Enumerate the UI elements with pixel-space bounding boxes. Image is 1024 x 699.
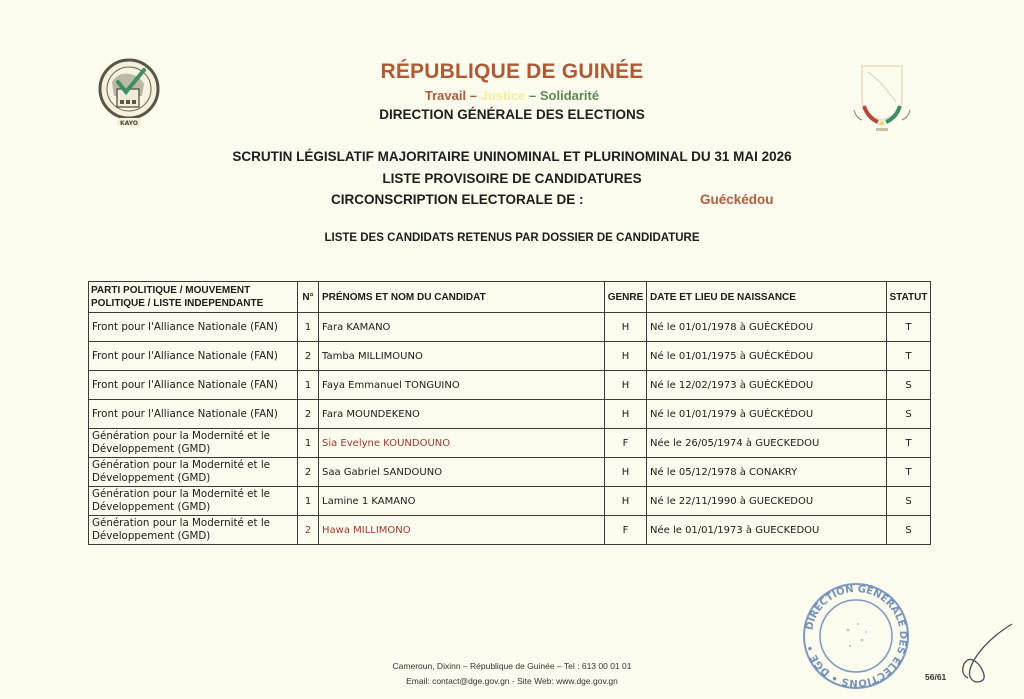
cell-genre: H xyxy=(605,400,647,429)
cell-party: Génération pour la Modernité et le Développement (GMD) xyxy=(89,458,298,487)
cell-genre: F xyxy=(605,429,647,458)
table-row xyxy=(89,342,931,371)
header-candidate-name: PRÉNOMS ET NOM DU CANDIDAT xyxy=(319,282,605,313)
table-row xyxy=(89,429,931,458)
table-row xyxy=(89,313,931,342)
cell-genre: H xyxy=(605,342,647,371)
cell-birth: Né le 12/02/1973 à GUÉCKÉDOU xyxy=(647,371,887,400)
cell-birth: Né le 22/11/1990 à GUECKEDOU xyxy=(647,487,887,516)
cell-party: Front pour l'Alliance Nationale (FAN) xyxy=(89,313,298,342)
footer-contact: Email: contact@dge.gov.gn - Site Web: www.dge.gov.gn xyxy=(406,676,618,686)
cell-party: Front pour l'Alliance Nationale (FAN) xyxy=(89,400,298,429)
cell-genre: H xyxy=(605,371,647,400)
cell-birth: Né le 05/12/1978 à CONAKRY xyxy=(647,458,887,487)
cell-number: 2 xyxy=(298,458,319,487)
cell-party: Génération pour la Modernité et le Développement (GMD) xyxy=(89,429,298,458)
cell-statut: T xyxy=(887,313,931,342)
motto-word-justice: Justice xyxy=(480,88,526,103)
cell-candidate-name: Hawa MILLIMONO xyxy=(319,516,605,545)
table-row xyxy=(89,516,931,545)
cell-birth: Né le 01/01/1975 à GUÉCKÉDOU xyxy=(647,342,887,371)
table-row xyxy=(89,487,931,516)
cell-number: 1 xyxy=(298,429,319,458)
cell-candidate-name: Faya Emmanuel TONGUINO xyxy=(319,371,605,400)
cell-candidate-name: Sia Evelyne KOUNDOUNO xyxy=(319,429,605,458)
header-birth: DATE ET LIEU DE NAISSANCE xyxy=(647,282,887,313)
national-motto xyxy=(0,88,1024,103)
cell-party: Front pour l'Alliance Nationale (FAN) xyxy=(89,371,298,400)
table-row xyxy=(89,400,931,429)
header-number: N° xyxy=(298,282,319,313)
cell-number: 1 xyxy=(298,313,319,342)
cell-genre: H xyxy=(605,458,647,487)
cell-number: 2 xyxy=(298,400,319,429)
cell-candidate-name: Fara MOUNDEKENO xyxy=(319,400,605,429)
cell-statut: S xyxy=(887,516,931,545)
cell-candidate-name: Lamine 1 KAMANO xyxy=(319,487,605,516)
motto-word-solidarite: Solidarité xyxy=(539,88,600,103)
cell-genre: F xyxy=(605,516,647,545)
cell-statut: T xyxy=(887,429,931,458)
election-title: SCRUTIN LÉGISLATIF MAJORITAIRE UNINOMINAL ET PLURINOMINAL DU 31 MAI 2026 xyxy=(232,149,792,164)
svg-text:KAYO: KAYO xyxy=(120,120,138,127)
cell-statut: S xyxy=(887,371,931,400)
cell-number: 2 xyxy=(298,516,319,545)
cell-party: Front pour l'Alliance Nationale (FAN) xyxy=(89,342,298,371)
table-header-row xyxy=(89,282,931,313)
list-title: LISTE PROVISOIRE DE CANDIDATURES xyxy=(382,171,642,186)
page-number: 56/61 xyxy=(925,672,947,682)
cell-candidate-name: Fara KAMANO xyxy=(319,313,605,342)
cell-genre: H xyxy=(605,313,647,342)
candidates-table xyxy=(88,281,931,545)
motto-word-travail: Travail xyxy=(424,88,467,103)
cell-birth: Né le 01/01/1979 à GUÉCKÉDOU xyxy=(647,400,887,429)
table-subtitle: LISTE DES CANDIDATS RETENUS PAR DOSSIER DE CANDIDATURE xyxy=(324,232,700,244)
cell-candidate-name: Tamba MILLIMOUNO xyxy=(319,342,605,371)
header-party: PARTI POLITIQUE / MOUVEMENT POLITIQUE / LISTE INDEPENDANTE xyxy=(89,282,298,313)
footer-address: Cameroun, Dixinn – République de Guinée – Tel : 613 00 01 01 xyxy=(392,661,632,671)
institution-name: DIRECTION GÉNÉRALE DES ELECTIONS xyxy=(379,107,645,122)
cell-genre: H xyxy=(605,487,647,516)
cell-party: Génération pour la Modernité et le Développement (GMD) xyxy=(89,487,298,516)
cell-birth: Née le 01/01/1973 à GUECKEDOU xyxy=(647,516,887,545)
table-row xyxy=(89,371,931,400)
circonscription-label: CIRCONSCRIPTION ELECTORALE DE : xyxy=(331,192,584,207)
stamp-text: DIRECTION GÉNÉRALE DES ELECTIONS • DGE • xyxy=(804,583,909,689)
header-statut: STATUT xyxy=(887,282,931,313)
cell-statut: T xyxy=(887,342,931,371)
circonscription-value: Guéckédou xyxy=(700,192,774,207)
cell-number: 1 xyxy=(298,371,319,400)
motto-separator: – xyxy=(529,88,537,103)
table-row xyxy=(89,458,931,487)
cell-statut: S xyxy=(887,400,931,429)
cell-birth: Née le 26/05/1974 à GUECKEDOU xyxy=(647,429,887,458)
cell-birth: Né le 01/01/1978 à GUÉCKÉDOU xyxy=(647,313,887,342)
motto-separator: – xyxy=(469,88,477,103)
cell-statut: T xyxy=(887,458,931,487)
country-title: RÉPUBLIQUE DE GUINÉE xyxy=(380,60,644,83)
header-genre: GENRE xyxy=(605,282,647,313)
cell-statut: S xyxy=(887,487,931,516)
cell-number: 1 xyxy=(298,487,319,516)
cell-candidate-name: Saa Gabriel SANDOUNO xyxy=(319,458,605,487)
cell-number: 2 xyxy=(298,342,319,371)
cell-party: Génération pour la Modernité et le Développement (GMD) xyxy=(89,516,298,545)
